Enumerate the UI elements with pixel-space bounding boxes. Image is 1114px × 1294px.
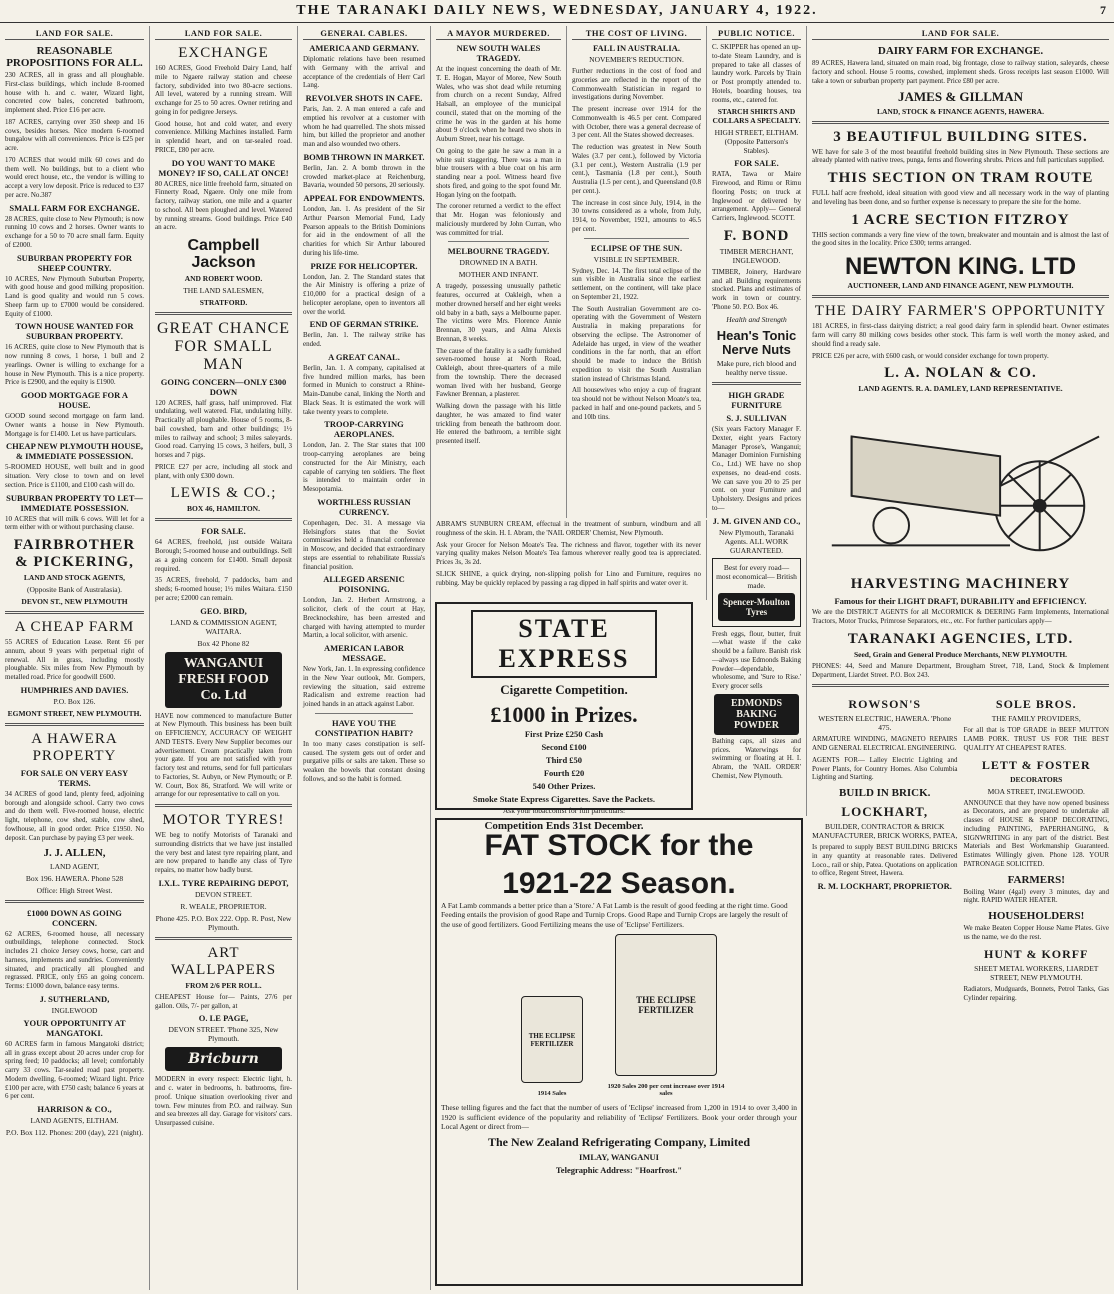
ad-heading: HIGH GRADE FURNITURE: [728, 390, 785, 411]
fat-stock-ad: [435, 818, 803, 1286]
firm-name: LEWIS & CO.;: [170, 485, 277, 502]
column-mayor-murdered: [431, 26, 567, 518]
section-heading: THE COST OF LIVING.: [572, 28, 701, 40]
ad-text: RATA, Tawa or Maire Firewood, and Rimu or Rimu flooring Posts; on truck at Inglewood or delivered by arrangement. Apply— General Carriers, Inglewood. SCOTT.: [712, 170, 801, 222]
ad-subheading: Famous for their LIGHT DRAFT, DURABILITY and EFFICIENCY.: [834, 596, 1087, 607]
ad-text: FULL half acre freehold, ideal situation with good view and all necessary work in the way of planting and leveling has been done, and so further expense is necessary to prepare the site for the home.: [812, 189, 1109, 206]
section-heading: LAND FOR SALE.: [5, 28, 144, 40]
section-heading: GENERAL CABLES.: [303, 28, 425, 40]
ad-text: 5-ROOMED HOUSE, well built and in good situation. Very close to town and on level section. Price is £1100, and £100 cash will do.: [5, 463, 144, 489]
ad-text: STARCH SHIRTS AND COLLARS A SPECIALTY.: [712, 107, 801, 126]
ad-text: THIS section commands a very fine view of the town, breakwater and mountain and is almost the last of the good sites in the locality. Price £300; terms arranged.: [812, 230, 1109, 248]
ad-heading: HOUSEHOLDERS!: [988, 910, 1085, 923]
article-heading: MELBOURNE TRAGEDY.: [447, 246, 550, 257]
firm-address: MOA STREET, INGLEWOOD.: [987, 786, 1085, 796]
article-subheading: MOTHER AND INFANT.: [458, 270, 539, 280]
ad-text: ARMATURE WINDING, MAGNETO REPAIRS AND GENERAL ELECTRICAL ENGINEERING.: [812, 735, 958, 753]
firm-name: O. LE PAGE,: [198, 1013, 249, 1024]
article-text: At the inquest concerning the death of Mr. T. E. Hogan, Mayor of Moree, New South Wales, who was shot dead while returning from church on a recent Sunday, Alfred Halsall, an employee of the municipal council, stated that on the morning of the crime he was in the garden at his home about 9 o'clock when he heard two shots in Auburn Street, near his cottage.: [436, 65, 561, 143]
article-text: On going to the gate he saw a man in a white suit staggering. There was a man in blue trousers with a blue coat on his arm standing near a pool. Witness heard five shots fired, and going to the spot found Mr. Hogan lying on the footpath.: [436, 146, 561, 199]
article-text: Berlin, Jan. 2. A bomb thrown in the crowded market-place at Reichenburg, Bavaria, wounded 50 persons, 20 seriously.: [303, 163, 425, 190]
ad-subheading: Cigarette Competition.: [500, 682, 628, 697]
firm-name: J. M. GIVEN AND CO.,: [712, 515, 801, 526]
ad-headline: MOTOR TYRES!: [162, 812, 285, 829]
masthead-title: THE TARANAKI DAILY NEWS, WEDNESDAY, JANUARY 4, 1922.: [296, 3, 818, 18]
ad-text: 120 ACRES, half grass, half unimproved. Flat undulating, well watered. Flat, undulating hilly. Practically all ploughable. House of 5 rooms, 8-bail cowshed, barn and other buildings; 1½ miles to railway and school; 3 miles saleyards. Good road. Carrying 15 cows, 3 heifers, bull, 3 horses and 7 pigs.: [155, 398, 292, 460]
firm-name: L. A. NOLAN & CO.: [884, 365, 1037, 382]
firm-address: P.O. Box 112. Phones: 200 (day), 221 (night).: [5, 1128, 144, 1138]
ad-text: 80 ACRES, nice little freehold farm, situated on Finnerty Road, Ngaere. Only one mile from factory, railway station, one mile and a quarter to school. All been ploughed and level. Watered by running streams. Good buildings. Price £40 an acre.: [155, 179, 292, 232]
article-text: The present increase over 1914 for the Commonwealth is 46.5 per cent. Compared with October, there was a general decrease of 3 per cent. All the States showed decreases.: [572, 105, 701, 140]
ad-text: 28 ACRES, quite close to New Plymouth; is now running 10 cows and 2 horses. Owner wants to exchange for a 50 to 70 acre small farm. Equity of £2000.: [5, 214, 144, 249]
article-text: The South Australian Government are co-operating with the Government of Western Australia in making preparations for observing the eclipse. The Astronomer of Adelaide has urged, in view of the weather conditions in the far north, that an effort should be made to induce the British expedition to visit the South Australian station instead of Christmas Island.: [572, 304, 701, 383]
ad-text: Competition Ends 31st December.: [484, 820, 644, 833]
article-heading: REVOLVER SHOTS IN CAFE.: [305, 93, 423, 103]
ad-text: (Six years Factory Manager F. Dexter, eight years Factory Manager Pprose's, Wanganui; Manager Dominion Furnishing Co., Ltd.) WE have no shop expenses, no dead-end costs. We can save you 20 to 25 per cent. on your Furniture and Upholstery. Designs and prices to—: [712, 425, 801, 512]
ad-heading: DO YOU WANT TO MAKE MONEY? IF SO, CALL AT ONCE!: [158, 157, 289, 178]
article-text: The increase in cost since July, 1914, in the 30 towns considered as a whole, from July, 1914, to November, 1921, amounts to 46.5 per cent.: [572, 198, 701, 233]
article-heading: APPEAL FOR ENDOWMENTS.: [303, 193, 425, 203]
ad-headline: THE DAIRY FARMER'S OPPORTUNITY: [814, 303, 1107, 320]
ad-text: Best for every road— most economical— British made.: [716, 562, 797, 590]
firm-address: Phone 425. P.O. Box 222. Opp. R. Post, New Plymouth.: [155, 913, 292, 932]
firm-name: HUNT & KORFF: [984, 946, 1089, 961]
ad-headline: FAT STOCK for the: [484, 829, 754, 862]
ad-text: 10 ACRES that will milk 6 cows. Will let for a term either with or without purchasing clause.: [5, 514, 144, 532]
ad-headline: Hean's Tonic Nerve Nuts: [716, 327, 797, 357]
ad-heading: SUBURBAN PROPERTY FOR SHEEP COUNTRY.: [16, 252, 133, 273]
article-text: Berlin, Jan. 1. A company, capitalised at five hundred million marks, has been formed in Munich to construct a Rhine-Main-Danube canal, linking the North and Black Seas. It is estimated the work will take twenty years to complete.: [303, 363, 425, 416]
article-heading: TROOP-CARRYING AEROPLANES.: [324, 419, 404, 440]
article-text: Ask your Grocer for Nelson Moate's Tea. The richness and flavor, together with its never varying quality makes Nelson Moate's Tea famous wherever really good tea is appreciated. Prices 3s, 3s 2d.: [436, 540, 701, 566]
article-text: All housewives who enjoy a cup of fragrant tea should not be without Nelson Moate's tea, packed in half and one-pound packets, and 5 and 10lb tins.: [572, 386, 701, 421]
ad-heading: FARMERS!: [1007, 873, 1065, 886]
ad-heading: CHEAP NEW PLYMOUTH HOUSE, & IMMEDIATE POSSESSION.: [6, 441, 143, 462]
firm-address: Box 42 Phone 82: [197, 638, 250, 648]
firm-name: SOLE BROS.: [995, 697, 1077, 712]
firm-subtitle: Seed, Grain and General Produce Merchants, NEW PLYMOUTH.: [853, 649, 1068, 659]
firm-subtitle: INGLEWOOD: [51, 1005, 98, 1015]
column-notices: [431, 520, 707, 600]
ad-headline: HARVESTING MACHINERY: [850, 576, 1071, 593]
article-text: Berlin, Jan. 1. The railway strike has ended.: [303, 331, 425, 348]
firm-name: The New Zealand Refrigerating Company, Limited: [488, 1135, 750, 1150]
ad-headline: A CHEAP FARM: [14, 619, 135, 636]
firm-name: JAMES & GILLMAN: [898, 89, 1023, 105]
ad-headline: THIS SECTION ON TRAM ROUTE: [827, 170, 1094, 187]
article-heading: ECLIPSE OF THE SUN.: [590, 242, 683, 253]
ad-heading: SUBURBAN PROPERTY TO LET—IMMEDIATE POSSESSION.: [6, 492, 143, 513]
article-heading: A GREAT CANAL.: [328, 351, 400, 362]
article-heading: AMERICA AND GERMANY.: [309, 43, 419, 53]
ad-text: For all that is TOP GRADE in BEEF MUTTON LAMB PORK. TRUST US FOR THE BEST QUALITY AT CHEAPEST RATES.: [963, 726, 1109, 752]
firm-address: Office: High Street West.: [36, 885, 113, 895]
firm-subtitle: LAND AGENT,: [49, 861, 100, 871]
firm-subtitle: THE LAND SALESMEN,: [183, 285, 264, 295]
ad-text: Smoke State Express Cigarettes. Save the Packets.: [473, 794, 655, 805]
firm-address: (Opposite Bank of Australasia).: [27, 585, 122, 595]
spencer-moulton-ad: [712, 558, 801, 627]
ad-text: 10 ACRES, New Plymouth Suburban Property, with good house and good milking proposition. Land is good quality and would run 5 cows. Sheep farm up to £7000 would be considered. Equity of £1000.: [5, 274, 144, 318]
ad-heading: FOR SALE.: [201, 526, 246, 537]
article-text: London, Jan. 1. As president of the Sir Arthur Pearson Memorial Fund, Lady Pearson appeals to the British Dominions for aid in the endowment of all the charities for which Sir Arthur laboured during his life-time.: [303, 205, 425, 257]
article-text: Paris, Jan. 2. A man entered a cafe and emptied his revolver at a customer with whom he had quarrelled. The shots missed him, but killed the proprietor and another man and also wounded two others.: [303, 105, 425, 148]
article-text: Diplomatic relations have been resumed with Germany with the arrival and acceptance of the credentials of Herr Carl Lang.: [303, 55, 425, 90]
firm-address: STRATFORD.: [199, 297, 248, 307]
bag-caption: 1914 Sales: [537, 1090, 567, 1098]
article-subheading: NEW SOUTH WALES TRAGEDY.: [456, 43, 541, 63]
article-text: London, Jan. 2. The Star states that 100 troop-carrying aeroplanes are being constructed for the Air Ministry, each capable of carrying ten soldiers. The fleet is intended to maintain order in Mesopotamia.: [303, 441, 425, 493]
ad-headline: 1 ACRE SECTION FITZROY: [851, 211, 1070, 228]
ad-text: These telling figures and the fact that the number of users of 'Eclipse' increased from 1,200 in 1914 to over 3,400 in 1920 is sufficient evidence of the popularity and reliability of 'Eclipse' Fertilizers. Book your order through your Local Agent or direct from—: [441, 1103, 797, 1131]
article-text: A tragedy, possessing unusually pathetic features, occurred at Oakleigh, when a mother drowned herself and her eight weeks old baby in a bath, says a Melbourne paper. The victims were Mrs. Florence Annie Brennan, 30 years, and Alma Alexis Brennan, 8 weeks.: [436, 282, 561, 343]
ad-heading: DAIRY FARM FOR EXCHANGE.: [877, 45, 1044, 57]
firm-name: FAIRBROTHER & PICKERING,: [13, 537, 136, 571]
section-heading: A MAYOR MURDERED.: [436, 28, 561, 40]
firm-name: HARRISON & CO.,: [37, 1104, 112, 1115]
firm-address: P.O. Box 126.: [53, 696, 96, 706]
article-text: The cause of the fatality is a sadly furnished seven-roomed house at North Road, Oakleigh, about three-quarters of a mile from the township. There the deceased woman lived with her husband, George Fawkner Brennan, a plasterer.: [436, 346, 561, 399]
firm-name: LOCKHART,: [841, 804, 929, 820]
article-text: Copenhagen, Dec. 31. A message via Helsingfors states that the Soviet commissaries held a financial conference in Moscow, and decided that extraordinary steps are essential to rehabilitate Russia's financial position.: [303, 518, 425, 571]
firm-subtitle: LAND & COMMISSION AGENT, WAITARA.: [170, 617, 277, 636]
article-heading: PRIZE FOR HELICOPTER.: [310, 260, 418, 271]
ad-text: 187 ACRES, carrying over 350 sheep and 16 cows, besides horses. Nice modern 6-roomed bungalow with all conveniences. Price is £25 per acre.: [5, 117, 144, 153]
ad-text: TIMBER, Joinery, Hardware and all Building requirements stocked. Plans and estimates of work in town or country. 'Phone 50. P.O. Box 46.: [712, 267, 801, 311]
article-text: The reduction was greatest in New South Wales (3.7 per cent.), followed by Victoria (3.1 per cent.), Western Australia (1.9 per cent.), Tasmania (1.8 per cent.), South Australia (1.5 per cent.), and Queensland (0.8 per cent.).: [572, 143, 701, 195]
firm-name: ROWSON'S: [848, 697, 922, 712]
ad-text: Good house, hot and cold water, and every convenience. Milking Machines installed. Farm in splendid heart, and on tar-sealed road. PRICE, £80 per acre.: [155, 119, 292, 154]
column-land-for-sale-3: [807, 26, 1114, 1290]
ad-text: Fresh eggs, flour, butter, fruit—what waste if the cake should be a failure. Banish risk—always use Edmonds Baking Powder—dependable, wholesome, and 'Sure to Rise.' Every grocer sells: [712, 629, 801, 691]
article-text: Walking down the passage with his little daughter, he was amazed to find water trickling from beneath the bathroom door. He entered the bathroom, a terrible sight presented itself.: [436, 402, 561, 445]
ad-text: WE have for sale 3 of the most beautiful freehold building sites in New Plymouth. These sections are already planted with native trees, punga, ferns and flowering shrubs. Prices and full particulars supplied.: [812, 147, 1109, 165]
ad-text: 16 ACRES, quite close to New Plymouth that is now running 8 cows, 1 horse, 1 bull and 2 yearlings. Owner is willing to exchange for a house in New Plymouth. This is a nice property. Price is £2900, and the equity is £1900.: [5, 343, 144, 387]
ad-headline: 3 BEAUTIFUL BUILDING SITES.: [833, 128, 1088, 145]
article-heading: BOMB THROWN IN MARKET.: [303, 151, 425, 162]
spencer-moulton-logo: Spencer-Moulton Tyres: [718, 593, 795, 621]
firm-address: New Plymouth, Taranaki Agents. ALL WORK GUARANTEED.: [719, 527, 794, 555]
article-subheading: FALL IN AUSTRALIA.: [593, 43, 680, 53]
firm-subtitle: AUCTIONEER, LAND AND FINANCE AGENT, NEW PLYMOUTH.: [847, 281, 1074, 291]
ad-heading: £1000 DOWN AS GOING CONCERN.: [27, 907, 122, 928]
firm-address: Box 196. HAWERA. Phone 528: [25, 873, 124, 883]
ad-text: We are the DISTRICT AGENTS for all McCORMICK & DEERING Farm Implements, International Tractors, Motor Trucks, Primrose Separators, etc., etc. For further particulars apply—: [812, 608, 1109, 626]
ad-text: 181 ACRES, in first-class dairying district; a real good dairy farm in splendid heart. Owner estimates farm will carry 80 milking cows besides other stock. This farm is well worth the money asked, and should find a ready sale.: [812, 322, 1109, 348]
firm-subtitle: LAND AGENTS, ELTHAM.: [30, 1116, 119, 1126]
ad-text: C. SKIPPER has opened an up-to-date Steam Laundry, and is prepared to take all classes of laundry work. Parcels by Train or Post promptly attended to. Hotels, boarding houses, tea rooms, etc., catered for.: [712, 43, 801, 104]
page-number: 7: [1100, 3, 1106, 17]
article-subheading: VISIBLE IN SEPTEMBER.: [593, 254, 680, 264]
firm-name: F. BOND: [723, 227, 790, 244]
edmonds-logo: EDMONDS BAKING POWDER: [714, 694, 799, 735]
sole-bros-ad: [964, 692, 1110, 1005]
column-land-for-sale-1: [0, 26, 150, 1290]
firm-name: I.X.L. TYRE REPAIRING DEPOT,: [158, 877, 289, 888]
ad-text: MODERN in every respect: Electric light, h. and c. water in bedrooms, h. bathrooms, fire-proof. Unique situation overlooking river and town. Few minutes from P.O. and railway. Sun and sea breezes all day. Garage for visitors' cars. Unsurpassed cuisine.: [155, 1075, 292, 1128]
article-heading: HAVE YOU THE CONSTIPATION HABIT?: [314, 717, 414, 738]
ad-headline: 1921-22 Season.: [502, 866, 736, 900]
ad-heading: FOR SALE.: [734, 158, 779, 169]
firm-address: EGMONT STREET, NEW PLYMOUTH.: [7, 708, 142, 718]
firm-subtitle: TIMBER MERCHANT, INGLEWOOD.: [719, 246, 794, 265]
prize-line: 540 Other Prizes.: [532, 781, 596, 792]
ad-text: 230 ACRES, all in grass and all ploughable. First-class buildings, which include 8-roomed house with h. and c. water, Wizard light, concreted cow bales, concreted bathroom, implement shed. Price £16 per acre.: [5, 71, 144, 115]
ad-heading: TOWN HOUSE WANTED FOR SUBURBAN PROPERTY.: [15, 321, 134, 342]
firm-address: Telegraphic Address: "Hoarfrost.": [555, 1165, 683, 1176]
ad-text: Make pure, rich blood and healthy nerve tissue.: [716, 359, 797, 378]
firm-subtitle: LAND AGENTS. R. A. DAMLEY, LAND REPRESENTATIVE.: [858, 384, 1063, 394]
ad-text: 35 ACRES, freehold, 7 paddocks, barn and sheds; 6-roomed house; 1½ miles Waitara. £150 per acre; £2000 can remain.: [155, 576, 292, 602]
rowson-ad: [812, 692, 958, 1005]
ad-text: 62 ACRES, 6-roomed house, all necessary outbuildings, telephone connected. Stock includes 21 choice Jersey cows, horse, cart and harness, implements and sundries. Conveniently situated, and practically all ploughed and regrassed. PRICE, only £65 an going concern. Terms: £1000 down, balance easy terms.: [5, 929, 144, 991]
ad-text: 160 ACRES, Good Freehold Dairy Land, half mile to Ngaere railway station and cheese factory, subdivided into two 80-acre sections. All level, watered by a running stream. Will exchange for 25 to 50 acres. Owner retiring and going in for pedigree Jerseys.: [155, 64, 292, 116]
ad-text: WE beg to notify Motorists of Taranaki and surrounding districts that we have just installed the very best and latest tyre repairing plant, and are now prepared to handle any class of Tyre repairs, no matter how badly burst.: [155, 831, 292, 875]
ad-heading: GOOD MORTGAGE FOR A HOUSE.: [20, 390, 129, 411]
prize-line: First Prize £250 Cash: [524, 729, 604, 740]
firm-subtitle: DECORATORS: [1010, 774, 1063, 784]
firm-name: NEWTON KING. LTD: [844, 253, 1077, 281]
ad-text: PRICE £27 per acre, including all stock and plant, with only £300 down.: [155, 462, 292, 480]
firm-name: J. SUTHERLAND,: [39, 993, 110, 1004]
ad-text: Ask your tobacconist for full particulars:: [502, 806, 626, 816]
ad-text: PRICE £26 per acre, with £600 cash, or would consider exchange for town property.: [812, 351, 1049, 360]
firm-subtitle: SHEET METAL WORKERS, LIARDET STREET, NEW PLYMOUTH.: [974, 963, 1099, 982]
firm-address: R. WEALE, PROPRIETOR.: [180, 901, 267, 911]
ad-text: Health and Strength: [726, 314, 787, 324]
article-text: The coroner returned a verdict to the effect that Mr. Hogan was feloniously and maliciously murdered by John Curran, who was committed for trial.: [436, 202, 561, 237]
ad-heading: FOR SALE ON VERY EASY TERMS.: [20, 767, 129, 788]
ad-heading: SMALL FARM FOR EXCHANGE.: [9, 202, 140, 213]
article-text: New York, Jan. 1. In expressing confidence in the New Year outlook, Mr. Gompers, reviewing the situation, said extreme Radicalism and extreme reaction had joined hands in an attack against Labor.: [303, 665, 425, 708]
ad-text: Bathing caps, all sizes and prices. Waterwings for swimming or floating at H. I. Abram, the 'NAIL ORDER' Chemist, New Plymouth.: [712, 736, 801, 780]
column-cost-of-living: [567, 26, 707, 518]
firm-name: Campbell Jackson: [187, 237, 260, 271]
firm-address: IMLAY, WANGANUI: [579, 1152, 659, 1163]
wanganui-fresh-food-logo: WANGANUI FRESH FOOD Co. Ltd: [165, 652, 282, 708]
ad-text: HIGH STREET, ELTHAM. (Opposite Patterson's Stables).: [714, 128, 799, 156]
firm-name: J. J. ALLEN,: [43, 847, 106, 860]
state-express-ad: [435, 602, 693, 833]
firm-name: GEO. BIRD,: [200, 605, 247, 616]
ad-text: 34 ACRES of good land, plenty feed, adjoining borough and alongside school. Carry two cows and do them well. Five-roomed house, electric light, telephone, cow shed, stable, cow shed, fowlhouse, all in good order. Price £1950. No deposit. Can purchase by paying £3 per week.: [5, 789, 144, 842]
article-heading: WORTHLESS RUSSIAN CURRENCY.: [317, 496, 411, 517]
ad-subheading: FROM 2/6 PER ROLL.: [185, 980, 262, 990]
firm-address: DEVON STREET.: [195, 889, 252, 899]
ad-text: Is prepared to supply BEST BUILDING BRICKS in any quantity at reasonable rates. Delivered Loco., rail or ship, Patea. Quotations on application to office, Regent Street, Hawera.: [812, 843, 958, 878]
ad-headline: A HAWERA PROPERTY: [31, 730, 118, 764]
prize-line: Fourth £20: [543, 768, 585, 779]
ad-text: 89 ACRES, Hawera land, situated on main road, big frontage, close to railway station, saleyards, cheese factory and school. House 5 rooms, cowshed, implement sheds. Gross receipts last season £1000. Will take a town or suburban property part payment. Price £80 per acre.: [812, 59, 1109, 85]
firm-subtitle: LAND, STOCK & FINANCE AGENTS, HAWERA.: [877, 106, 1044, 116]
ad-text: 55 ACRES of Education Lease. Rent £6 per annum, about 9 years with perpetual right of renewal. All in grass, including mostly ploughable. Six miles from New Plymouth by metalled road. Price for goodwill £600.: [5, 638, 144, 682]
headline: REASONABLE PROPOSITIONS FOR ALL.: [6, 45, 143, 70]
ad-text: AGENTS FOR— Lalley Electric Lighting and Power Plants, for Country Homes. Also Columbia Lighting and Starting.: [812, 755, 958, 782]
ad-heading: GOING CONCERN—ONLY £300 DOWN: [160, 376, 287, 397]
firm-name: HUMPHRIES AND DAVIES.: [20, 684, 129, 695]
masthead: [0, 0, 1114, 23]
ad-text: 60 ACRES farm in famous Mangatoki district; all in grass except about 20 acres under crop for spring feed; 10 paddocks; all level; comfortably carry 33 cows. Tar-sealed road past property. Modern dwelling, 6-roomed; Wizard light. Price £100 per acre, with £750 cash; balance 6 years at 6 per cent.: [5, 1039, 144, 1101]
ad-headline: EXCHANGE: [178, 45, 269, 61]
firm-address: DEVON ST., NEW PLYMOUTH: [21, 597, 128, 607]
ad-text: PHONES: 44, Seed and Manure Department, Brougham Street, 718, Land, Stock & Implement Department, Liardet Street. P.O. Box 243.: [812, 661, 1109, 679]
ad-text: We make Beaten Copper House Name Plates. Give us the name, we do the rest.: [963, 924, 1109, 942]
signature: R. M. LOCKHART, PROPRIETOR.: [817, 881, 952, 892]
section-heading: PUBLIC NOTICE.: [712, 28, 801, 40]
ad-heading: YOUR OPPORTUNITY AT MANGATOKI.: [23, 1017, 126, 1038]
state-express-logo: STATE EXPRESS: [471, 610, 657, 678]
article-subheading: NOVEMBER'S REDUCTION.: [589, 55, 684, 64]
ad-headline: £1000 in Prizes.: [490, 702, 638, 728]
fertilizer-bag-large: THE ECLIPSE FERTILIZER: [615, 934, 717, 1076]
firm-subtitle: THE FAMILY PROVIDERS,: [991, 714, 1081, 724]
firm-address: DEVON STREET. 'Phone 325, New Plymouth.: [168, 1025, 279, 1044]
ad-text: CHEAPEST House for— Paints, 27/6 per gallon. Oils, 7/- per gallon, at: [155, 992, 292, 1010]
ad-text: GOOD sound second mortgage on farm land. Owner wants a house in New Plymouth. Mortgage is for £1400. Let us have particulars.: [5, 412, 144, 438]
article-text: Further reductions in the cost of food and groceries are reflected in the report of the Commonwealth Statistician in regard to investigations during November.: [572, 67, 701, 102]
firm-subtitle: BUILDER, CONTRACTOR & BRICK MANUFACTURER, BRICK WORKS, PATEA,: [812, 822, 958, 841]
ad-heading: BUILD IN BRICK.: [839, 787, 931, 800]
article-text: SLICK SHINE, a quick drying, non-slipping polish for Lino and Furniture, requires no rubbing. May be quickly replaced by passing a rag dipped in half spirits and water over it.: [436, 569, 701, 587]
article-heading: AMERICAN LABOR MESSAGE.: [323, 643, 405, 663]
firm-subtitle: LAND AND STOCK AGENTS,: [23, 573, 126, 583]
section-heading: LAND FOR SALE.: [812, 28, 1109, 40]
article-subheading: DROWNED IN A BATH.: [459, 258, 538, 268]
article-text: London, Jan. 2. Herbert Armstrong, a solicitor, clerk of the court at Hay, Brecknockshire, has been arrested and charged with having attempted to murder Martin, a local solicitor, with arsenic.: [303, 596, 425, 640]
ad-text: Radiators, Mudguards, Bonnets, Petrol Tanks, Gas Cylinder repairing.: [963, 984, 1109, 1002]
ad-text: HAVE now commenced to manufacture Butter at New Plymouth. This business has been built on EFFICIENCY, ACCURACY OF WEIGHT AND TESTS. Every New Supplier becomes our advertisement. Cream practically taken from your gate. If you are not satisfied with your factory test and returns, send for full particulars to Factories, St. Aubyn, or New Plymouth; or P. W. Court, Box 86, Stratford. We will write or arrange for our representative to call on you.: [155, 711, 292, 799]
firm-subtitle: AND ROBERT WOOD.: [184, 273, 263, 283]
article-text: In too many cases constipation is self-caused. The system gets out of order and purgative pills or salts are taken. These so weaken the bowels that constant dosing follows, and so the habit is formed.: [303, 739, 425, 783]
ad-headline: GREAT CHANCE FOR SMALL MAN: [156, 319, 291, 373]
article-heading: ALLEGED ARSENIC POISONING.: [323, 574, 405, 595]
firm-address: BOX 46, HAMILTON.: [187, 504, 260, 514]
ad-headline: ART WALLPAPERS: [170, 944, 277, 978]
column-land-for-sale-2: [150, 26, 298, 1290]
article-text: Sydney, Dec. 14. The first total eclipse of the sun visible in Australia since the earliest settlement, on the continent, will take place on September 21, 1922.: [572, 266, 701, 301]
ad-text: Boiling Water (4gal) every 3 minutes, day and night. RAPID WATER HEATER.: [963, 887, 1109, 905]
bricburn-logo: Bricburn: [165, 1047, 282, 1071]
ad-text: ANNOUNCE that they have now opened business as Decorators, and are prepared to undertake all classes of HOUSE & SHOP DECORATING, including PAINTING, PAPERHANGING, & SIGNWRITING in any part of the district. Best Materials and Best Workmanship Guaranteed. Estimates Willingly given. Phone 128. YOUR PATRONAGE SOLICITED.: [963, 798, 1109, 868]
firm-address: WESTERN ELECTRIC, HAWERA. 'Phone 475.: [818, 714, 952, 733]
firm-name: LETT & FOSTER: [981, 757, 1091, 772]
firm-name: S. J. SULLIVAN: [726, 413, 787, 424]
ad-text: 170 ACRES that would milk 60 cows and do them well. No buildings, but to a client who would erect house, etc., the vendor is willing to accept a very low deposit. Price is reduced to £37 per acre. No.387: [5, 155, 144, 199]
fertilizer-bags: [441, 932, 797, 1097]
prize-line: Third £50: [545, 755, 583, 766]
column-public-notice: [707, 26, 807, 816]
ad-text: 64 ACRES, freehold, just outside Waitara Borough; 5-roomed house and outbuildings. Sell as a going concern for £1400. Small deposit required.: [155, 538, 292, 573]
bag-caption: 1920 Sales 200 per cent increase over 1914 sales: [607, 1083, 725, 1098]
ad-text: A Fat Lamb commands a better price than a 'Store.' A Fat Lamb is the result of good feeding at the right time. Good Feeding entails the provision of good Rape and Turnip Crops. Good Rape and Turnip Crops are largely the result of the use of good fertilizers. Good Fertilizing means the use of 'Eclipse' Fertilizers.: [441, 901, 788, 929]
section-heading: LAND FOR SALE.: [155, 28, 292, 40]
prize-line: Second £100: [541, 742, 587, 753]
firm-name: TARANAKI AGENCIES, LTD.: [847, 630, 1074, 647]
article-text: ABRAM'S SUNBURN CREAM, effectual in the treatment of sunburn, windburn and all roughness of the skin. H. I. Abram, the 'NAIL ORDER' Chemist, New Plymouth.: [436, 520, 701, 537]
fertilizer-bag-small: THE ECLIPSE FERTILIZER: [521, 996, 583, 1083]
article-heading: END OF GERMAN STRIKE.: [309, 319, 419, 330]
harvesting-machine-illustration: [812, 396, 1109, 566]
article-text: London, Jan. 2. The Standard states that the Air Ministry is offering a prize of £10,000 for a practical design of a helicopter aeroplane, open to inventors all over the world.: [303, 272, 425, 316]
column-general-cables: [298, 26, 431, 1290]
